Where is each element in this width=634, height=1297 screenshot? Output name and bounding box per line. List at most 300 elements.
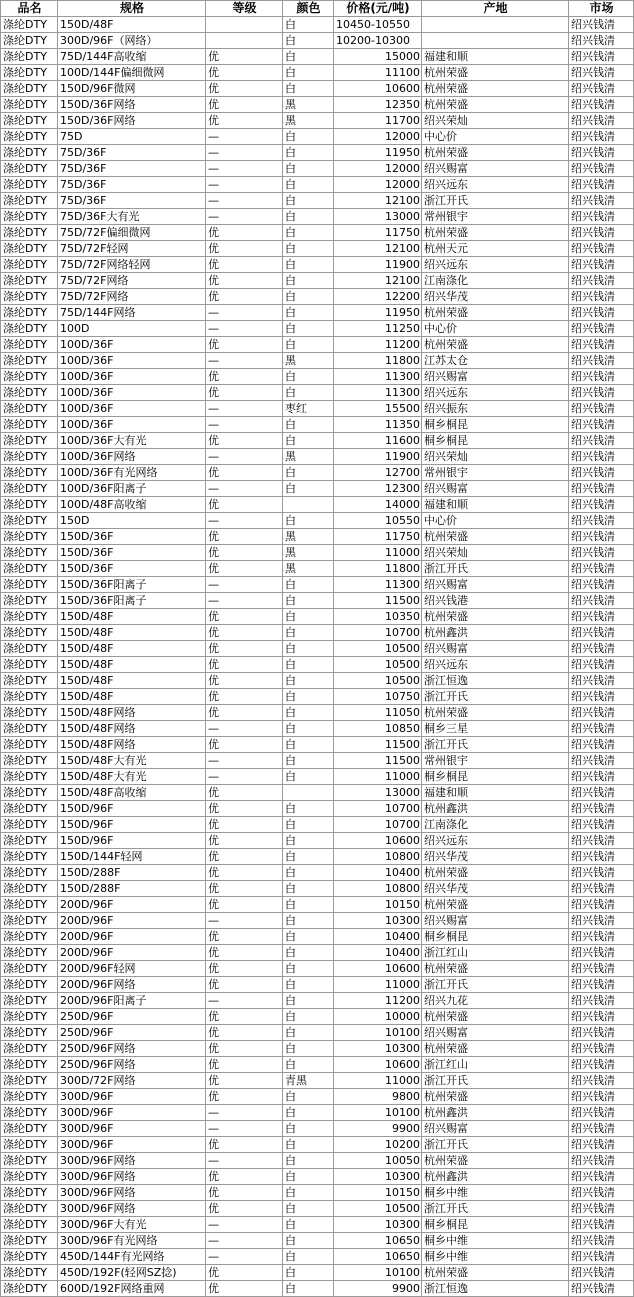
cell-grade: 优 (206, 337, 283, 353)
cell-color: 白 (283, 673, 334, 689)
cell-color: 白 (283, 337, 334, 353)
cell-spec: 100D/36F (58, 401, 206, 417)
cell-product-name: 涤纶DTY (1, 769, 58, 785)
cell-price: 10050 (334, 1153, 422, 1169)
table-row (1, 33, 634, 49)
table-row (1, 401, 634, 417)
cell-price: 11200 (334, 337, 422, 353)
table-row (1, 193, 634, 209)
cell-price: 11000 (334, 545, 422, 561)
cell-color: 白 (283, 977, 334, 993)
cell-color: 白 (283, 209, 334, 225)
cell-product-name: 涤纶DTY (1, 1233, 58, 1249)
cell-product-name: 涤纶DTY (1, 1121, 58, 1137)
table-row (1, 577, 634, 593)
table-row (1, 897, 634, 913)
cell-color: 白 (283, 161, 334, 177)
cell-product-name: 涤纶DTY (1, 977, 58, 993)
cell-price: 12000 (334, 129, 422, 145)
cell-spec: 100D (58, 321, 206, 337)
table-row (1, 353, 634, 369)
cell-spec: 300D/96F网络 (58, 1153, 206, 1169)
table-row (1, 865, 634, 881)
cell-spec: 450D/192F(轻网SZ捻) (58, 1265, 206, 1281)
cell-product-name: 涤纶DTY (1, 545, 58, 561)
cell-spec: 150D/48F (58, 17, 206, 33)
cell-market: 绍兴钱清 (569, 113, 634, 129)
cell-origin: 绍兴远东 (422, 657, 569, 673)
cell-grade: 优 (206, 225, 283, 241)
cell-price: 11100 (334, 65, 422, 81)
cell-spec: 150D (58, 513, 206, 529)
cell-product-name: 涤纶DTY (1, 1057, 58, 1073)
cell-origin: 桐乡桐昆 (422, 929, 569, 945)
cell-origin: 桐乡三星 (422, 721, 569, 737)
table-row (1, 113, 634, 129)
cell-spec: 150D/288F (58, 881, 206, 897)
cell-price: 10700 (334, 625, 422, 641)
cell-price: 10500 (334, 641, 422, 657)
cell-market: 绍兴钱清 (569, 913, 634, 929)
cell-color: 白 (283, 641, 334, 657)
cell-color: 黑 (283, 449, 334, 465)
cell-market: 绍兴钱清 (569, 385, 634, 401)
cell-grade: 优 (206, 49, 283, 65)
cell-market: 绍兴钱清 (569, 1009, 634, 1025)
cell-spec: 100D/36F (58, 417, 206, 433)
cell-market: 绍兴钱清 (569, 737, 634, 753)
cell-product-name: 涤纶DTY (1, 353, 58, 369)
cell-origin: 福建和顺 (422, 497, 569, 513)
table-row (1, 593, 634, 609)
table-row (1, 369, 634, 385)
cell-spec: 200D/96F轻网 (58, 961, 206, 977)
cell-origin: 绍兴赐富 (422, 1025, 569, 1041)
cell-origin: 杭州鑫洪 (422, 801, 569, 817)
cell-market: 绍兴钱清 (569, 673, 634, 689)
cell-market: 绍兴钱清 (569, 833, 634, 849)
table-row (1, 145, 634, 161)
cell-product-name: 涤纶DTY (1, 913, 58, 929)
cell-color: 白 (283, 609, 334, 625)
cell-product-name: 涤纶DTY (1, 833, 58, 849)
cell-product-name: 涤纶DTY (1, 497, 58, 513)
cell-grade: 优 (206, 625, 283, 641)
cell-price: 11000 (334, 977, 422, 993)
cell-market: 绍兴钱清 (569, 881, 634, 897)
cell-grade: 优 (206, 673, 283, 689)
cell-product-name: 涤纶DTY (1, 289, 58, 305)
cell-spec: 600D/192F网络重网 (58, 1281, 206, 1297)
cell-origin: 常州银宇 (422, 465, 569, 481)
cell-grade: — (206, 129, 283, 145)
cell-origin: 绍兴远东 (422, 833, 569, 849)
cell-product-name: 涤纶DTY (1, 225, 58, 241)
table-row (1, 705, 634, 721)
table-row (1, 49, 634, 65)
cell-market: 绍兴钱清 (569, 289, 634, 305)
cell-grade: 优 (206, 433, 283, 449)
cell-color: 白 (283, 961, 334, 977)
cell-grade: 优 (206, 97, 283, 113)
cell-price: 11200 (334, 993, 422, 1009)
cell-spec: 150D/36F网络 (58, 113, 206, 129)
cell-color: 白 (283, 1057, 334, 1073)
cell-origin: 杭州荣盛 (422, 65, 569, 81)
cell-origin: 杭州荣盛 (422, 305, 569, 321)
cell-spec: 150D/48F高收缩 (58, 785, 206, 801)
cell-color: 白 (283, 465, 334, 481)
cell-spec: 200D/96F阳离子 (58, 993, 206, 1009)
cell-origin: 绍兴荣灿 (422, 449, 569, 465)
cell-market: 绍兴钱清 (569, 609, 634, 625)
cell-grade: 优 (206, 881, 283, 897)
cell-product-name: 涤纶DTY (1, 721, 58, 737)
cell-product-name: 涤纶DTY (1, 641, 58, 657)
table-row (1, 241, 634, 257)
cell-color: 白 (283, 369, 334, 385)
cell-origin: 桐乡中维 (422, 1249, 569, 1265)
cell-spec: 150D/48F (58, 673, 206, 689)
cell-origin: 绍兴振东 (422, 401, 569, 417)
cell-market: 绍兴钱清 (569, 1121, 634, 1137)
table-row (1, 641, 634, 657)
cell-grade: 优 (206, 497, 283, 513)
cell-product-name: 涤纶DTY (1, 337, 58, 353)
cell-grade: — (206, 1249, 283, 1265)
cell-spec: 75D/36F (58, 177, 206, 193)
cell-spec: 300D/96F（网络） (58, 33, 206, 49)
cell-color: 白 (283, 1281, 334, 1297)
table-row (1, 1265, 634, 1281)
cell-spec: 75D/144F网络 (58, 305, 206, 321)
cell-origin: 绍兴赐富 (422, 369, 569, 385)
cell-market: 绍兴钱清 (569, 1265, 634, 1281)
table-row (1, 1233, 634, 1249)
cell-market: 绍兴钱清 (569, 577, 634, 593)
header-product-name: 品名 (1, 1, 58, 17)
cell-color: 白 (283, 1233, 334, 1249)
cell-price: 10000 (334, 1009, 422, 1025)
cell-color: 白 (283, 1025, 334, 1041)
cell-color: 白 (283, 1089, 334, 1105)
cell-product-name: 涤纶DTY (1, 577, 58, 593)
cell-price: 10700 (334, 817, 422, 833)
cell-price: 10200 (334, 1137, 422, 1153)
cell-color: 白 (283, 81, 334, 97)
table-row (1, 1089, 634, 1105)
cell-color: 白 (283, 1265, 334, 1281)
cell-market: 绍兴钱清 (569, 161, 634, 177)
cell-color: 白 (283, 993, 334, 1009)
cell-color: 黑 (283, 97, 334, 113)
cell-origin: 绍兴荣灿 (422, 113, 569, 129)
cell-color: 白 (283, 417, 334, 433)
cell-color: 白 (283, 385, 334, 401)
cell-color: 白 (283, 577, 334, 593)
cell-market: 绍兴钱清 (569, 945, 634, 961)
table-row (1, 753, 634, 769)
cell-color: 白 (283, 913, 334, 929)
cell-origin: 杭州荣盛 (422, 97, 569, 113)
cell-market: 绍兴钱清 (569, 625, 634, 641)
cell-origin: 杭州荣盛 (422, 609, 569, 625)
cell-product-name: 涤纶DTY (1, 481, 58, 497)
cell-product-name: 涤纶DTY (1, 561, 58, 577)
cell-market: 绍兴钱清 (569, 977, 634, 993)
cell-product-name: 涤纶DTY (1, 145, 58, 161)
table-row (1, 529, 634, 545)
cell-product-name: 涤纶DTY (1, 593, 58, 609)
cell-spec: 75D/72F网络 (58, 289, 206, 305)
cell-origin: 福建和顺 (422, 49, 569, 65)
table-row (1, 561, 634, 577)
table-row (1, 769, 634, 785)
table-row (1, 65, 634, 81)
table-row (1, 545, 634, 561)
cell-grade: 优 (206, 689, 283, 705)
cell-market: 绍兴钱清 (569, 1185, 634, 1201)
cell-price: 11250 (334, 321, 422, 337)
cell-grade (206, 17, 283, 33)
cell-market: 绍兴钱清 (569, 497, 634, 513)
cell-market: 绍兴钱清 (569, 481, 634, 497)
table-row (1, 1153, 634, 1169)
cell-price: 11500 (334, 753, 422, 769)
cell-price: 10850 (334, 721, 422, 737)
cell-market: 绍兴钱清 (569, 353, 634, 369)
cell-origin: 常州银宇 (422, 209, 569, 225)
cell-spec: 300D/96F大有光 (58, 1217, 206, 1233)
cell-grade: 优 (206, 1041, 283, 1057)
cell-color: 白 (283, 1009, 334, 1025)
table-row (1, 161, 634, 177)
cell-origin: 绍兴远东 (422, 177, 569, 193)
cell-price: 12700 (334, 465, 422, 481)
cell-price: 10400 (334, 945, 422, 961)
cell-product-name: 涤纶DTY (1, 65, 58, 81)
cell-color: 白 (283, 1121, 334, 1137)
cell-price: 11350 (334, 417, 422, 433)
cell-color: 黑 (283, 561, 334, 577)
cell-spec: 150D/144F轻网 (58, 849, 206, 865)
cell-spec: 200D/96F (58, 913, 206, 929)
cell-market: 绍兴钱清 (569, 897, 634, 913)
cell-origin: 杭州荣盛 (422, 145, 569, 161)
table-row (1, 673, 634, 689)
cell-spec: 75D/72F偏细微网 (58, 225, 206, 241)
cell-color: 白 (283, 737, 334, 753)
cell-grade: 优 (206, 1265, 283, 1281)
cell-product-name: 涤纶DTY (1, 17, 58, 33)
cell-spec: 100D/36F有光网络 (58, 465, 206, 481)
cell-price: 10550 (334, 513, 422, 529)
table-row (1, 881, 634, 897)
cell-color: 白 (283, 225, 334, 241)
cell-price: 10150 (334, 897, 422, 913)
cell-spec: 100D/36F大有光 (58, 433, 206, 449)
cell-grade: — (206, 753, 283, 769)
cell-origin: 浙江开氏 (422, 977, 569, 993)
cell-grade (206, 33, 283, 49)
cell-product-name: 涤纶DTY (1, 1153, 58, 1169)
cell-spec: 150D/48F网络 (58, 721, 206, 737)
cell-grade: — (206, 417, 283, 433)
cell-product-name: 涤纶DTY (1, 609, 58, 625)
cell-market: 绍兴钱清 (569, 209, 634, 225)
cell-market: 绍兴钱清 (569, 529, 634, 545)
cell-spec: 150D/48F大有光 (58, 769, 206, 785)
table-row (1, 609, 634, 625)
cell-price: 10400 (334, 865, 422, 881)
cell-color: 白 (283, 1217, 334, 1233)
cell-market: 绍兴钱清 (569, 193, 634, 209)
cell-market: 绍兴钱清 (569, 865, 634, 881)
cell-product-name: 涤纶DTY (1, 273, 58, 289)
cell-origin: 中心价 (422, 129, 569, 145)
cell-origin: 浙江开氏 (422, 1073, 569, 1089)
cell-market: 绍兴钱清 (569, 929, 634, 945)
cell-product-name: 涤纶DTY (1, 161, 58, 177)
cell-product-name: 涤纶DTY (1, 817, 58, 833)
table-row (1, 481, 634, 497)
cell-color: 黑 (283, 353, 334, 369)
cell-spec: 300D/96F (58, 1137, 206, 1153)
table-row (1, 913, 634, 929)
cell-origin: 绍兴赐富 (422, 161, 569, 177)
cell-price: 9900 (334, 1281, 422, 1297)
cell-spec: 150D/36F (58, 545, 206, 561)
cell-grade: — (206, 1153, 283, 1169)
cell-spec: 150D/36F (58, 561, 206, 577)
table-row (1, 177, 634, 193)
cell-price: 10600 (334, 833, 422, 849)
cell-origin: 绍兴远东 (422, 257, 569, 273)
cell-color: 白 (283, 1249, 334, 1265)
cell-product-name: 涤纶DTY (1, 417, 58, 433)
cell-color: 白 (283, 177, 334, 193)
cell-market: 绍兴钱清 (569, 1025, 634, 1041)
cell-origin: 福建和顺 (422, 785, 569, 801)
cell-product-name: 涤纶DTY (1, 1137, 58, 1153)
cell-price: 11900 (334, 449, 422, 465)
cell-price: 11950 (334, 145, 422, 161)
cell-product-name: 涤纶DTY (1, 385, 58, 401)
cell-spec: 150D/48F网络 (58, 737, 206, 753)
cell-spec: 75D/72F网络 (58, 273, 206, 289)
cell-spec: 150D/96F (58, 833, 206, 849)
header-price: 价格(元/吨) (334, 1, 422, 17)
cell-price: 12000 (334, 161, 422, 177)
cell-grade: — (206, 1105, 283, 1121)
cell-grade: — (206, 177, 283, 193)
cell-origin: 绍兴赐富 (422, 577, 569, 593)
cell-origin: 浙江红山 (422, 945, 569, 961)
cell-spec: 100D/36F (58, 385, 206, 401)
cell-origin: 杭州荣盛 (422, 705, 569, 721)
cell-price: 11050 (334, 705, 422, 721)
table-row (1, 689, 634, 705)
cell-grade: 优 (206, 113, 283, 129)
cell-price: 10150 (334, 1185, 422, 1201)
table-row (1, 465, 634, 481)
cell-origin: 浙江开氏 (422, 689, 569, 705)
table-row (1, 273, 634, 289)
cell-product-name: 涤纶DTY (1, 193, 58, 209)
cell-product-name: 涤纶DTY (1, 753, 58, 769)
cell-price: 15000 (334, 49, 422, 65)
cell-spec: 150D/36F (58, 529, 206, 545)
cell-price: 11800 (334, 353, 422, 369)
cell-market: 绍兴钱清 (569, 1089, 634, 1105)
cell-color: 白 (283, 833, 334, 849)
cell-spec: 75D/36F (58, 145, 206, 161)
cell-grade: 优 (206, 289, 283, 305)
cell-grade: — (206, 769, 283, 785)
table-row (1, 17, 634, 33)
cell-market: 绍兴钱清 (569, 961, 634, 977)
cell-product-name: 涤纶DTY (1, 929, 58, 945)
cell-color: 白 (283, 945, 334, 961)
cell-origin: 桐乡中维 (422, 1233, 569, 1249)
cell-market: 绍兴钱清 (569, 1137, 634, 1153)
cell-product-name: 涤纶DTY (1, 1025, 58, 1041)
cell-price: 13000 (334, 209, 422, 225)
table-row (1, 737, 634, 753)
cell-origin: 绍兴赐富 (422, 1121, 569, 1137)
cell-grade: 优 (206, 833, 283, 849)
cell-market: 绍兴钱清 (569, 785, 634, 801)
table-row (1, 385, 634, 401)
cell-spec: 150D/48F (58, 689, 206, 705)
header-grade: 等级 (206, 1, 283, 17)
cell-product-name: 涤纶DTY (1, 1265, 58, 1281)
cell-price: 11500 (334, 593, 422, 609)
cell-origin: 杭州荣盛 (422, 337, 569, 353)
table-row (1, 817, 634, 833)
cell-spec: 200D/96F (58, 945, 206, 961)
cell-spec: 150D/48F (58, 657, 206, 673)
cell-origin: 桐乡桐昆 (422, 769, 569, 785)
cell-color: 白 (283, 321, 334, 337)
cell-product-name: 涤纶DTY (1, 1201, 58, 1217)
cell-spec: 150D/36F阳离子 (58, 577, 206, 593)
cell-origin: 浙江开氏 (422, 561, 569, 577)
cell-spec: 150D/48F (58, 625, 206, 641)
cell-market: 绍兴钱清 (569, 81, 634, 97)
header-market: 市场 (569, 1, 634, 17)
cell-product-name: 涤纶DTY (1, 705, 58, 721)
cell-grade: 优 (206, 561, 283, 577)
cell-market: 绍兴钱清 (569, 177, 634, 193)
cell-market: 绍兴钱清 (569, 641, 634, 657)
cell-grade: 优 (206, 657, 283, 673)
cell-spec: 250D/96F网络 (58, 1057, 206, 1073)
cell-product-name: 涤纶DTY (1, 401, 58, 417)
cell-price: 12200 (334, 289, 422, 305)
cell-market: 绍兴钱清 (569, 129, 634, 145)
cell-price: 10750 (334, 689, 422, 705)
cell-color: 白 (283, 289, 334, 305)
cell-color: 黑 (283, 113, 334, 129)
cell-spec: 200D/96F (58, 929, 206, 945)
cell-spec: 150D/36F网络 (58, 97, 206, 113)
cell-price: 13000 (334, 785, 422, 801)
cell-origin: 浙江恒逸 (422, 673, 569, 689)
table-row (1, 945, 634, 961)
cell-product-name: 涤纶DTY (1, 241, 58, 257)
cell-price: 10500 (334, 1201, 422, 1217)
